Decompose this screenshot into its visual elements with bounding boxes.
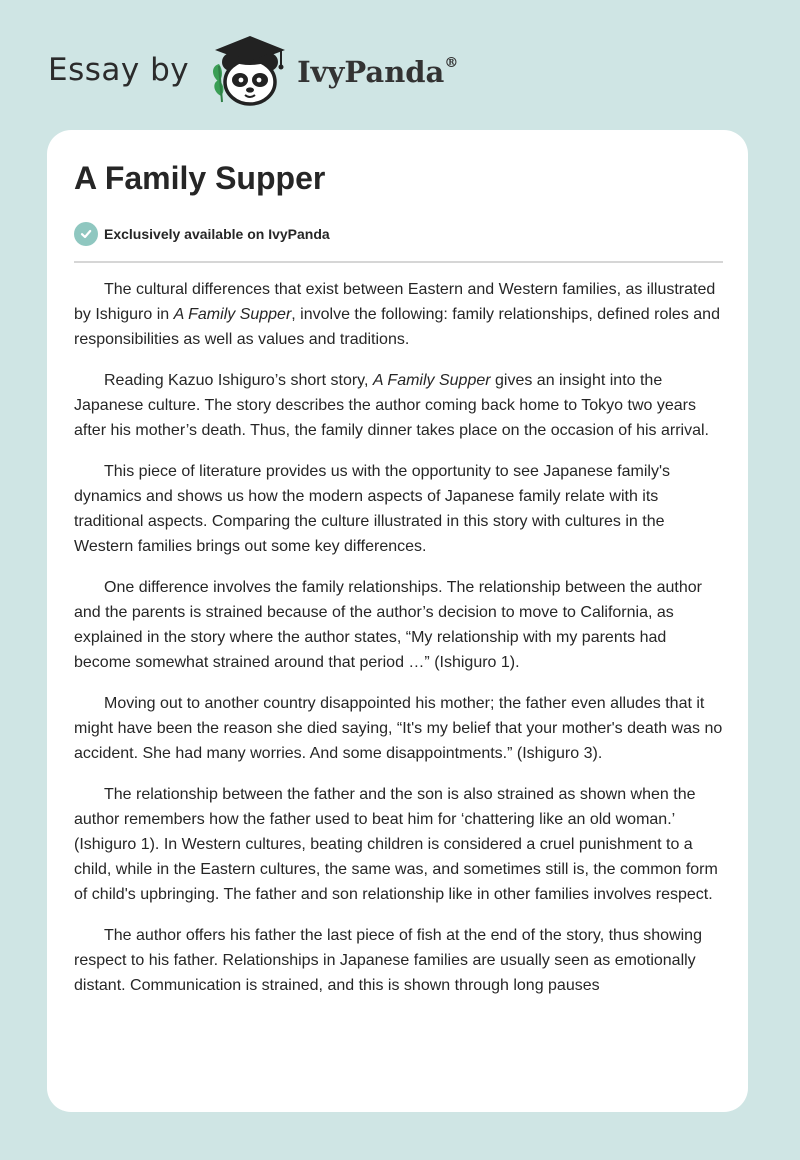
- panda-graduate-icon: [205, 30, 295, 110]
- article-card: [47, 130, 748, 1112]
- check-icon: [74, 222, 98, 246]
- essay-by-label: Essay by: [48, 52, 190, 88]
- paragraph: The relationship between the father and the son is also strained as shown when the author remembers how the father used to beat him for ‘chattering like an old woman.’ (Ishiguro 1). In Western cultures, beating children is considered a cruel punishment to a child, while in the Eastern cultures, the same was, and sometimes still is, the common form of child's upbringing. The father and son relationship like in other families involves respect.: [74, 786, 718, 903]
- paragraph: The author offers his father the last piece of fish at the end of the story, thus showing respect to his father. Relationships in Japanese families are usually seen as emotionally distant. Communication is strained, and this is shown through long pauses: [74, 927, 702, 994]
- article-body: [74, 277, 724, 1014]
- paragraph: Moving out to another country disappointed his mother; the father even alludes that it might have been the reason she died saying, “It's my belief that your mother's death was no accident. She had many worries. And some disappointments.” (Ishiguro 3).: [74, 695, 723, 762]
- brand-label: IvyPanda: [297, 55, 445, 89]
- brand-name[interactable]: [297, 55, 458, 89]
- site-header: [48, 30, 458, 110]
- page-title: A Family Supper: [74, 160, 326, 196]
- paragraph: Reading Kazuo Ishiguro’s short story, A Family Supper gives an insight into the Japanese culture. The story describes the author coming back home to Tokyo two years after his mother’s death. Thus, the family dinner takes place on the occasion of his arrival.: [74, 372, 709, 439]
- paragraph: This piece of literature provides us with the opportunity to see Japanese family's dynamics and shows us how the modern aspects of Japanese family relate with its traditional aspects. Comparing the culture illustrated in this story with cultures in the Western families brings out some key differences.: [74, 463, 671, 555]
- exclusive-label: Exclusively available on IvyPanda: [104, 226, 330, 242]
- paragraph: One difference involves the family relationships. The relationship between the author and the parents is strained because of the author’s decision to move to California, as explained in the story where the author states, “My relationship with my parents had become somewhat strained around that period …” (Ishiguro 1).: [74, 579, 702, 671]
- paragraph: The cultural differences that exist between Eastern and Western families, as illustrated by Ishiguro in A Family Supper, involve the following: family relationships, defined roles and responsibilities as well as values and traditions.: [74, 281, 720, 348]
- registered-mark: ®: [444, 55, 459, 72]
- divider: [74, 261, 723, 263]
- exclusive-badge: [74, 222, 330, 246]
